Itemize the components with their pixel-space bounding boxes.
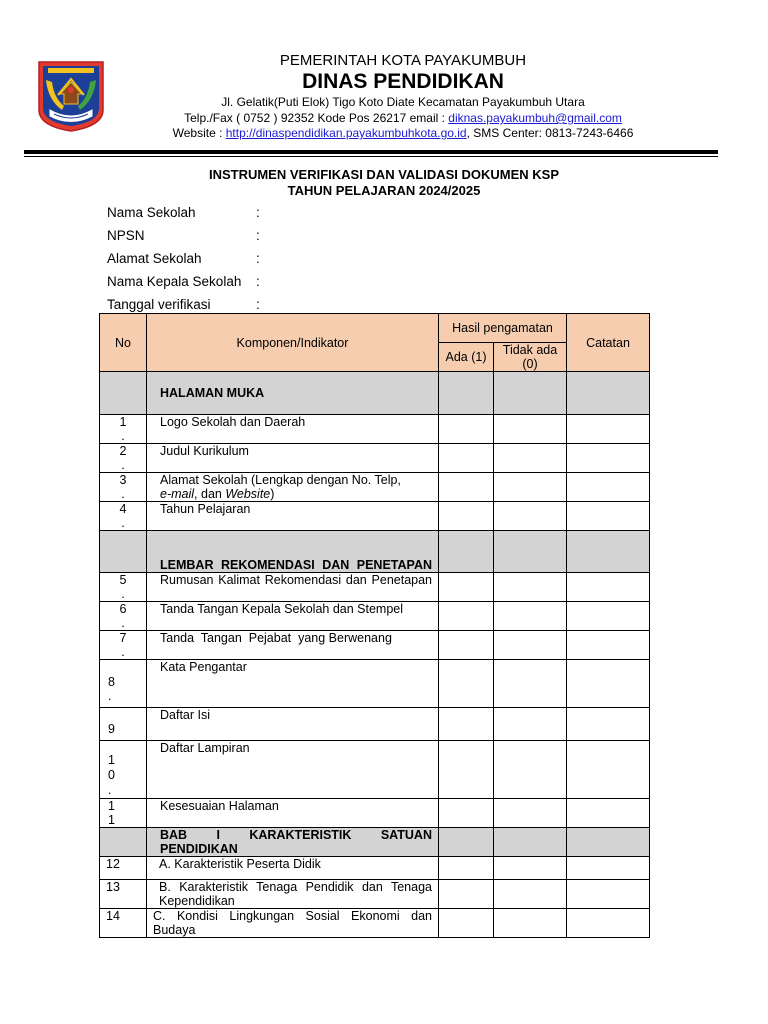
- indicator-text: Tanda Tangan Pejabat yang Berwenang: [147, 631, 439, 660]
- header-yes: Ada (1): [439, 343, 494, 372]
- info-colon: :: [256, 205, 260, 220]
- info-school-name: [107, 205, 407, 228]
- check-no-cell[interactable]: [494, 473, 567, 502]
- check-yes-cell[interactable]: [439, 741, 494, 799]
- document-title: INSTRUMEN VERIFIKASI DAN VALIDASI DOKUMEN KSP: [208, 167, 560, 182]
- notes-cell[interactable]: [567, 708, 650, 741]
- info-colon: :: [256, 274, 260, 289]
- notes-cell[interactable]: [567, 909, 650, 938]
- letterhead-contact: [130, 111, 676, 125]
- notes-cell[interactable]: [567, 880, 650, 909]
- row-number: 5 .: [100, 573, 147, 602]
- sms-center: , SMS Center: 0813-7243-6466: [466, 126, 634, 140]
- check-no-cell[interactable]: [494, 799, 567, 828]
- email-link[interactable]: diknas.payakumbuh@gmail.com: [448, 111, 622, 125]
- indicator-text: Daftar Lampiran: [147, 741, 439, 799]
- header-notes: Catatan: [567, 314, 650, 372]
- letterhead-divider-thick: [24, 150, 718, 154]
- check-yes-cell[interactable]: [439, 880, 494, 909]
- website-label: Website :: [172, 126, 226, 140]
- check-no-cell[interactable]: [494, 602, 567, 631]
- header-no-value: Tidak ada (0): [494, 343, 567, 372]
- header-result: Hasil pengamatan: [439, 314, 567, 343]
- notes-cell[interactable]: [567, 372, 650, 415]
- header-no: No: [100, 314, 147, 372]
- letterhead-agency: DINAS PENDIDIKAN: [302, 70, 504, 93]
- section-no-cell: [100, 828, 147, 857]
- section-bab-1: BAB I KARAKTERISTIK SATUAN PENDIDIKAN: [147, 828, 439, 857]
- indicator-text: Logo Sekolah dan Daerah: [147, 415, 439, 444]
- indicator-text: Daftar Isi: [147, 708, 439, 741]
- check-yes-cell[interactable]: [439, 573, 494, 602]
- indicator-text: Kata Pengantar: [147, 660, 439, 708]
- check-yes-cell[interactable]: [439, 631, 494, 660]
- indicator-text: Tanda Tangan Kepala Sekolah dan Stempel: [147, 602, 439, 631]
- notes-cell[interactable]: [567, 828, 650, 857]
- check-no-cell[interactable]: [494, 573, 567, 602]
- check-yes-cell[interactable]: [439, 828, 494, 857]
- check-no-cell[interactable]: [494, 741, 567, 799]
- info-colon: :: [256, 297, 260, 312]
- notes-cell[interactable]: [567, 857, 650, 880]
- check-no-cell[interactable]: [494, 372, 567, 415]
- letterhead-address: Jl. Gelatik(Puti Elok) Tigo Koto Diate Kecamatan Payakumbuh Utara: [221, 95, 585, 109]
- info-school-address: [107, 251, 407, 274]
- check-yes-cell[interactable]: [439, 372, 494, 415]
- letterhead-website: [130, 126, 676, 140]
- website-link[interactable]: http://dinaspendidikan.payakumbuhkota.go.id: [225, 126, 467, 140]
- letterhead-divider-thin: [24, 156, 718, 157]
- row-number: 4 .: [100, 502, 147, 531]
- check-no-cell[interactable]: [494, 708, 567, 741]
- notes-cell[interactable]: [567, 415, 650, 444]
- indicator-text: A. Karakteristik Peserta Didik: [147, 857, 439, 880]
- notes-cell[interactable]: [567, 741, 650, 799]
- info-label: Tanggal verifikasi: [107, 297, 211, 312]
- school-info: [107, 205, 407, 320]
- section-rekomendasi: LEMBAR REKOMENDASI DAN PENETAPAN: [147, 531, 439, 573]
- header-component: Komponen/Indikator: [147, 314, 439, 372]
- notes-cell[interactable]: [567, 660, 650, 708]
- info-label: Nama Kepala Sekolah: [107, 274, 242, 289]
- check-yes-cell[interactable]: [439, 444, 494, 473]
- notes-cell[interactable]: [567, 473, 650, 502]
- row-number: 14: [100, 909, 147, 938]
- check-no-cell[interactable]: [494, 857, 567, 880]
- check-yes-cell[interactable]: [439, 602, 494, 631]
- info-label: NPSN: [107, 228, 145, 243]
- info-colon: :: [256, 251, 260, 266]
- notes-cell[interactable]: [567, 502, 650, 531]
- row-number: 1 0 .: [100, 741, 147, 799]
- section-no-cell: [100, 372, 147, 415]
- row-number: 1 1: [100, 799, 147, 828]
- indicator-text: Judul Kurikulum: [147, 444, 439, 473]
- row-number: 7 .: [100, 631, 147, 660]
- row-number: 1 .: [100, 415, 147, 444]
- check-yes-cell[interactable]: [439, 531, 494, 573]
- notes-cell[interactable]: [567, 444, 650, 473]
- letterhead-government: PEMERINTAH KOTA PAYAKUMBUH: [279, 52, 527, 69]
- city-emblem-logo: [38, 60, 104, 132]
- contact-text: Telp./Fax ( 0752 ) 92352 Kode Pos 26217 email :: [184, 111, 449, 125]
- info-principal-name: [107, 274, 407, 297]
- check-no-cell[interactable]: [494, 502, 567, 531]
- row-number: 8 .: [100, 660, 147, 708]
- row-number: 6 .: [100, 602, 147, 631]
- check-no-cell[interactable]: [494, 531, 567, 573]
- notes-cell[interactable]: [567, 531, 650, 573]
- notes-cell[interactable]: [567, 799, 650, 828]
- check-no-cell[interactable]: [494, 909, 567, 938]
- indicator-text: Alamat Sekolah (Lengkap dengan No. Telp, e-mail, dan Website): [147, 473, 439, 502]
- indicator-text: Rumusan Kalimat Rekomendasi dan Penetapan: [147, 573, 439, 602]
- document-year: TAHUN PELAJARAN 2024/2025: [287, 183, 481, 198]
- info-label: Alamat Sekolah: [107, 251, 202, 266]
- check-no-cell[interactable]: [494, 880, 567, 909]
- check-no-cell[interactable]: [494, 444, 567, 473]
- indicator-text: Tahun Pelajaran: [147, 502, 439, 531]
- check-yes-cell[interactable]: [439, 473, 494, 502]
- check-yes-cell[interactable]: [439, 708, 494, 741]
- row-number: 9: [100, 708, 147, 741]
- check-yes-cell[interactable]: [439, 415, 494, 444]
- check-yes-cell[interactable]: [439, 857, 494, 880]
- check-yes-cell[interactable]: [439, 502, 494, 531]
- check-yes-cell[interactable]: [439, 909, 494, 938]
- info-colon: :: [256, 228, 260, 243]
- verification-table: [99, 313, 650, 938]
- check-no-cell[interactable]: [494, 631, 567, 660]
- row-number: 2 .: [100, 444, 147, 473]
- info-label: Nama Sekolah: [107, 205, 196, 220]
- check-no-cell[interactable]: [494, 415, 567, 444]
- check-yes-cell[interactable]: [439, 799, 494, 828]
- check-no-cell[interactable]: [494, 828, 567, 857]
- row-number: 12: [100, 857, 147, 880]
- info-npsn: [107, 228, 407, 251]
- section-halaman-muka: HALAMAN MUKA: [147, 372, 439, 415]
- indicator-text: Kesesuaian Halaman: [147, 799, 439, 828]
- notes-cell[interactable]: [567, 602, 650, 631]
- notes-cell[interactable]: [567, 573, 650, 602]
- section-no-cell: [100, 531, 147, 573]
- check-yes-cell[interactable]: [439, 660, 494, 708]
- row-number: 13: [100, 880, 147, 909]
- check-no-cell[interactable]: [494, 660, 567, 708]
- indicator-text: C. Kondisi Lingkungan Sosial Ekonomi dan Budaya: [147, 909, 439, 938]
- row-number: 3 .: [100, 473, 147, 502]
- indicator-text: B. Karakteristik Tenaga Pendidik dan Tenaga Kependidikan: [147, 880, 439, 909]
- notes-cell[interactable]: [567, 631, 650, 660]
